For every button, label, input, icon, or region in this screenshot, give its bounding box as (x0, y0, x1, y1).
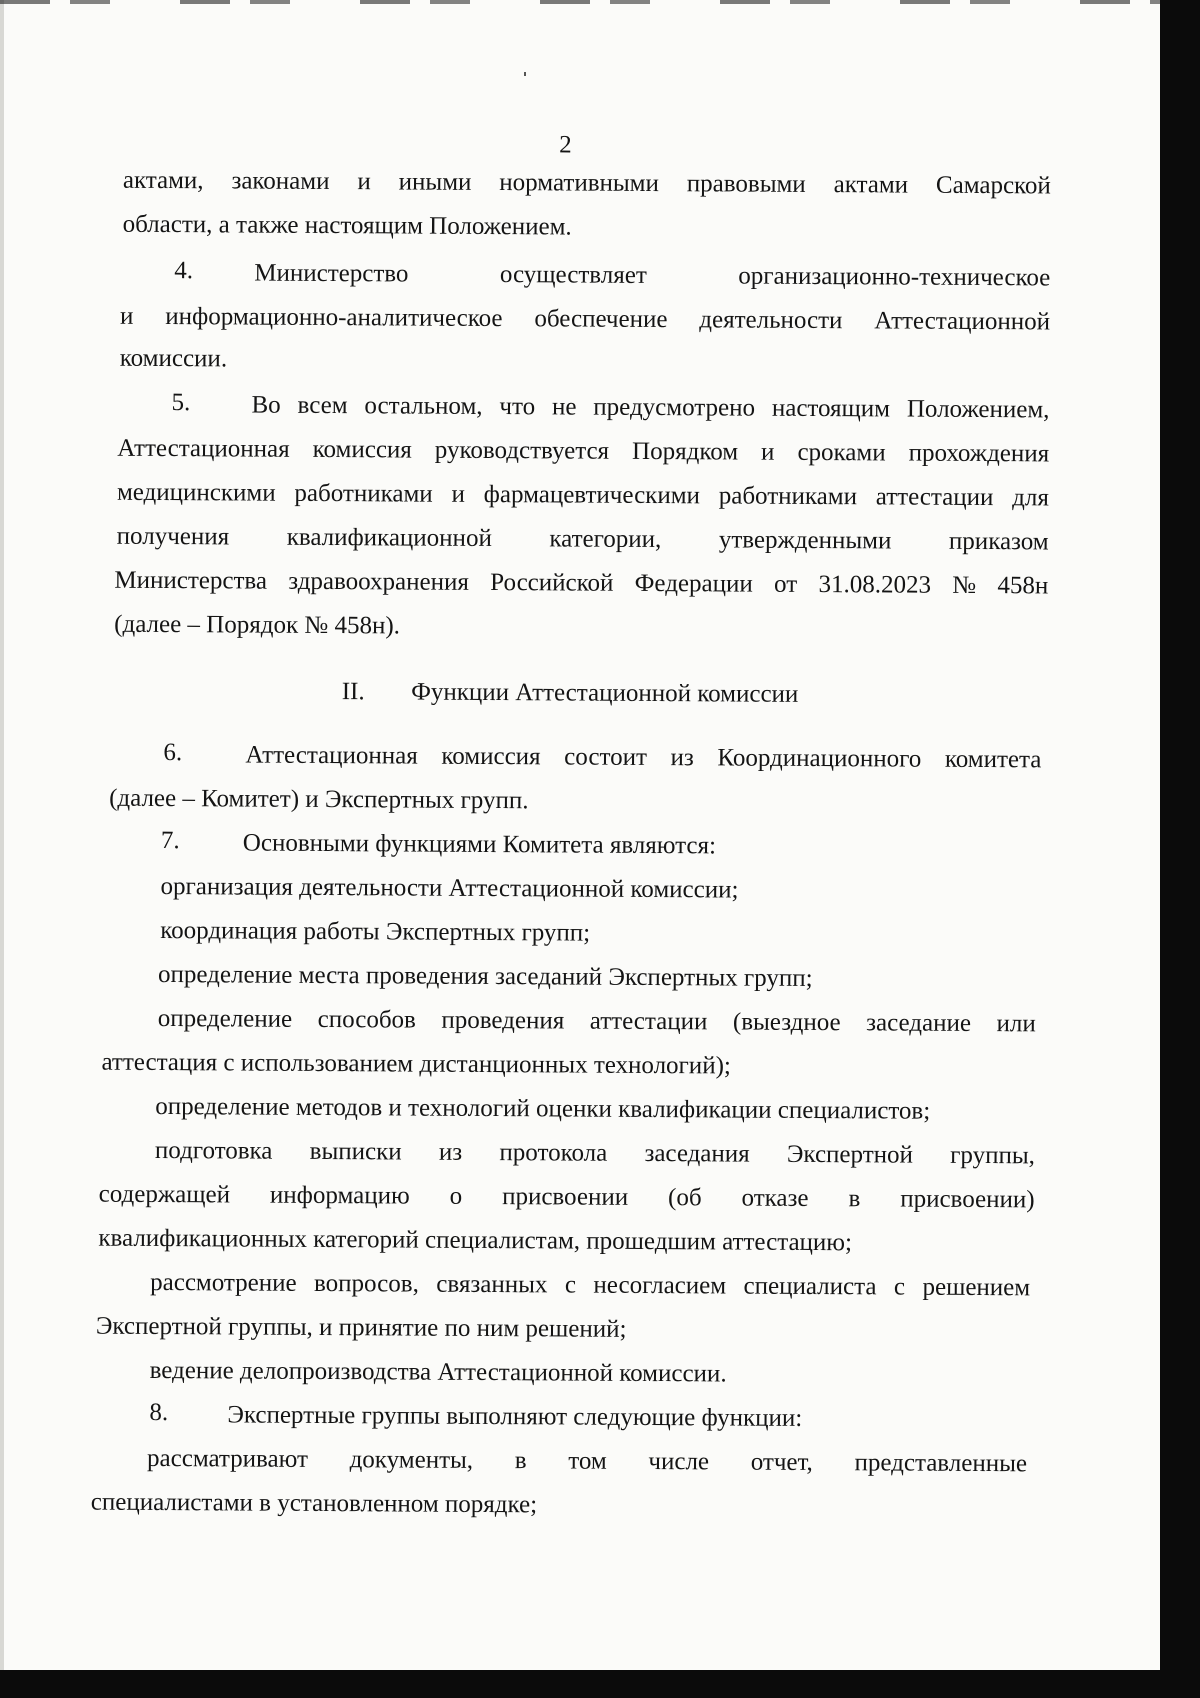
text-line: области, а также настоящим Положением. (122, 210, 572, 241)
word: квалификационной (286, 523, 492, 553)
word: аттестации (589, 1007, 708, 1036)
section-heading (342, 670, 799, 717)
scan-speck (524, 72, 526, 76)
word: протокола (499, 1139, 608, 1167)
word: Экспертной (786, 1140, 914, 1169)
word: актами (833, 171, 909, 199)
word: информацию (269, 1181, 410, 1210)
word: выписки (309, 1137, 402, 1166)
list-item: организация деятельности Аттестационной комиссии; (160, 872, 739, 904)
list-item: определение места проведения заседаний Экспертных групп; (157, 960, 813, 992)
word: Федерации (634, 569, 753, 598)
word: Российской (490, 569, 614, 597)
word: Порядком (632, 437, 739, 466)
paragraph-number: 7. (160, 826, 180, 855)
word: здравоохранения (288, 567, 470, 596)
section-title: Функции Аттестационной комиссии (411, 678, 799, 708)
word: из (438, 1138, 463, 1166)
word: содержащей (98, 1180, 231, 1209)
word: Координационного (717, 744, 922, 773)
word: Во (251, 391, 281, 419)
word: комиссия (441, 742, 541, 771)
word: (выездное (732, 1008, 841, 1037)
scan-top-marks (0, 0, 1160, 4)
word: отказе (741, 1184, 809, 1212)
word: группы, (950, 1141, 1036, 1170)
word: Положением, (906, 395, 1050, 424)
text-line: специалистами в установленном порядке; (90, 1488, 538, 1519)
word: аттестации (875, 483, 994, 512)
word: Аттестационной (874, 307, 1051, 336)
word: связанных (436, 1270, 548, 1299)
text-line: квалификационных категорий специалистам, прошедшим аттестацию; (98, 1224, 853, 1257)
text-line: аттестация с использованием дистанционных технологий); (101, 1048, 731, 1080)
word: всем (297, 391, 348, 420)
word: и (761, 438, 775, 466)
word: нормативными (499, 169, 660, 198)
text-line: Экспертной группы, и принятие по ним решений; (95, 1312, 627, 1343)
word: специалиста (743, 1272, 877, 1301)
word: с (893, 1273, 906, 1301)
word: организационно-техническое (738, 262, 1051, 292)
word: прохождения (908, 439, 1050, 468)
paragraph-number: 5. (171, 389, 191, 417)
word: присвоении (502, 1183, 629, 1211)
text-line: Основными функциями Комитета являются: (242, 829, 717, 860)
word: способов (317, 1005, 416, 1034)
list-item: координация работы Экспертных групп; (160, 916, 591, 947)
word: 458н (997, 572, 1049, 600)
word: рассматривают (147, 1444, 309, 1473)
word: комиссия (312, 435, 412, 464)
word: в (514, 1447, 527, 1475)
word: определение (157, 1004, 293, 1033)
word: числе (648, 1447, 710, 1476)
word: сроками (797, 438, 886, 467)
word: или (996, 1010, 1036, 1038)
word: Министерство (254, 259, 409, 288)
word: и (119, 302, 134, 330)
text-line (117, 515, 1049, 565)
text-line (117, 427, 1049, 477)
text-line (99, 1173, 1035, 1223)
page-number: 2 (559, 131, 572, 159)
word: что (499, 393, 536, 421)
word: Министерства (114, 566, 268, 595)
word: категории, (549, 525, 662, 554)
scan-edge-right (1160, 0, 1200, 1698)
text-line (254, 252, 1050, 301)
list-item (147, 1437, 1027, 1486)
word: приказом (948, 527, 1049, 556)
word: (об (668, 1184, 702, 1212)
word: представленные (854, 1449, 1028, 1478)
word: обеспечение (534, 305, 668, 334)
list-item: ведение делопроизводства Аттестационной комиссии. (149, 1356, 727, 1388)
text-line: комиссии. (119, 344, 228, 373)
word: иными (398, 168, 472, 196)
word: работниками (718, 482, 858, 511)
word: комитета (944, 745, 1042, 774)
word: заседания (644, 1139, 750, 1168)
text-line (114, 559, 1048, 609)
word: вопросов, (314, 1269, 419, 1298)
word: утвержденными (718, 526, 892, 555)
word: осуществляет (499, 261, 647, 289)
word: в (848, 1185, 861, 1213)
word: Самарской (935, 171, 1051, 200)
word: и (357, 168, 371, 196)
word: получения (116, 522, 230, 551)
word: состоит (564, 743, 648, 771)
word: 31.08.2023 (818, 571, 932, 599)
word: от (774, 570, 798, 598)
paragraph-number: 8. (149, 1398, 169, 1427)
list-item (155, 1129, 1035, 1178)
word: заседание (866, 1009, 972, 1037)
word: рассмотрение (150, 1268, 297, 1297)
word: для (1012, 484, 1049, 512)
list-item: определение методов и технологий оценки квалификации специалистов; (155, 1092, 931, 1125)
word: с (564, 1271, 577, 1299)
word: фармацевтическими (483, 480, 701, 510)
word: Аттестационная (117, 434, 290, 463)
word: о (449, 1182, 463, 1210)
word: несогласием (593, 1271, 727, 1300)
scan-edge-left (0, 0, 4, 1698)
word: присвоении) (900, 1185, 1035, 1214)
text-line (120, 295, 1050, 345)
word: остальном, (364, 392, 483, 420)
word: медицинскими (116, 478, 276, 507)
text-line (245, 734, 1041, 783)
word: проведения (441, 1006, 565, 1035)
text-line (117, 471, 1049, 521)
word: деятельности (699, 306, 843, 335)
text-line: (далее – Порядок № 458н). (114, 610, 401, 640)
word: не (551, 393, 577, 421)
word: законами (231, 167, 330, 196)
word: отчет, (750, 1448, 813, 1476)
section-number: II. (341, 678, 365, 706)
text-line (123, 159, 1051, 209)
word: настоящим (771, 394, 891, 423)
word: информационно-аналитическое (165, 303, 503, 333)
word: подготовка (154, 1136, 273, 1165)
word: из (670, 744, 694, 772)
scan-edge-bottom (0, 1670, 1200, 1698)
word: руководствуется (434, 436, 610, 465)
text-line (251, 384, 1049, 433)
word: предусмотрено (593, 393, 756, 422)
word: решением (922, 1273, 1031, 1302)
word: документы, (349, 1446, 474, 1474)
list-item (158, 997, 1036, 1046)
text-line: (далее – Комитет) и Экспертных групп. (109, 784, 529, 815)
text-line: Экспертные группы выполняют следующие функции: (227, 1401, 803, 1432)
paragraph-number: 6. (163, 739, 183, 767)
word: и (451, 480, 465, 508)
word: Аттестационная (245, 741, 418, 770)
word: работниками (294, 479, 433, 508)
word: том (568, 1447, 607, 1475)
list-item (150, 1261, 1030, 1310)
word: актами, (122, 166, 204, 195)
paragraph-number: 4. (174, 257, 194, 285)
word: правовыми (686, 170, 806, 198)
word: № (952, 571, 977, 599)
